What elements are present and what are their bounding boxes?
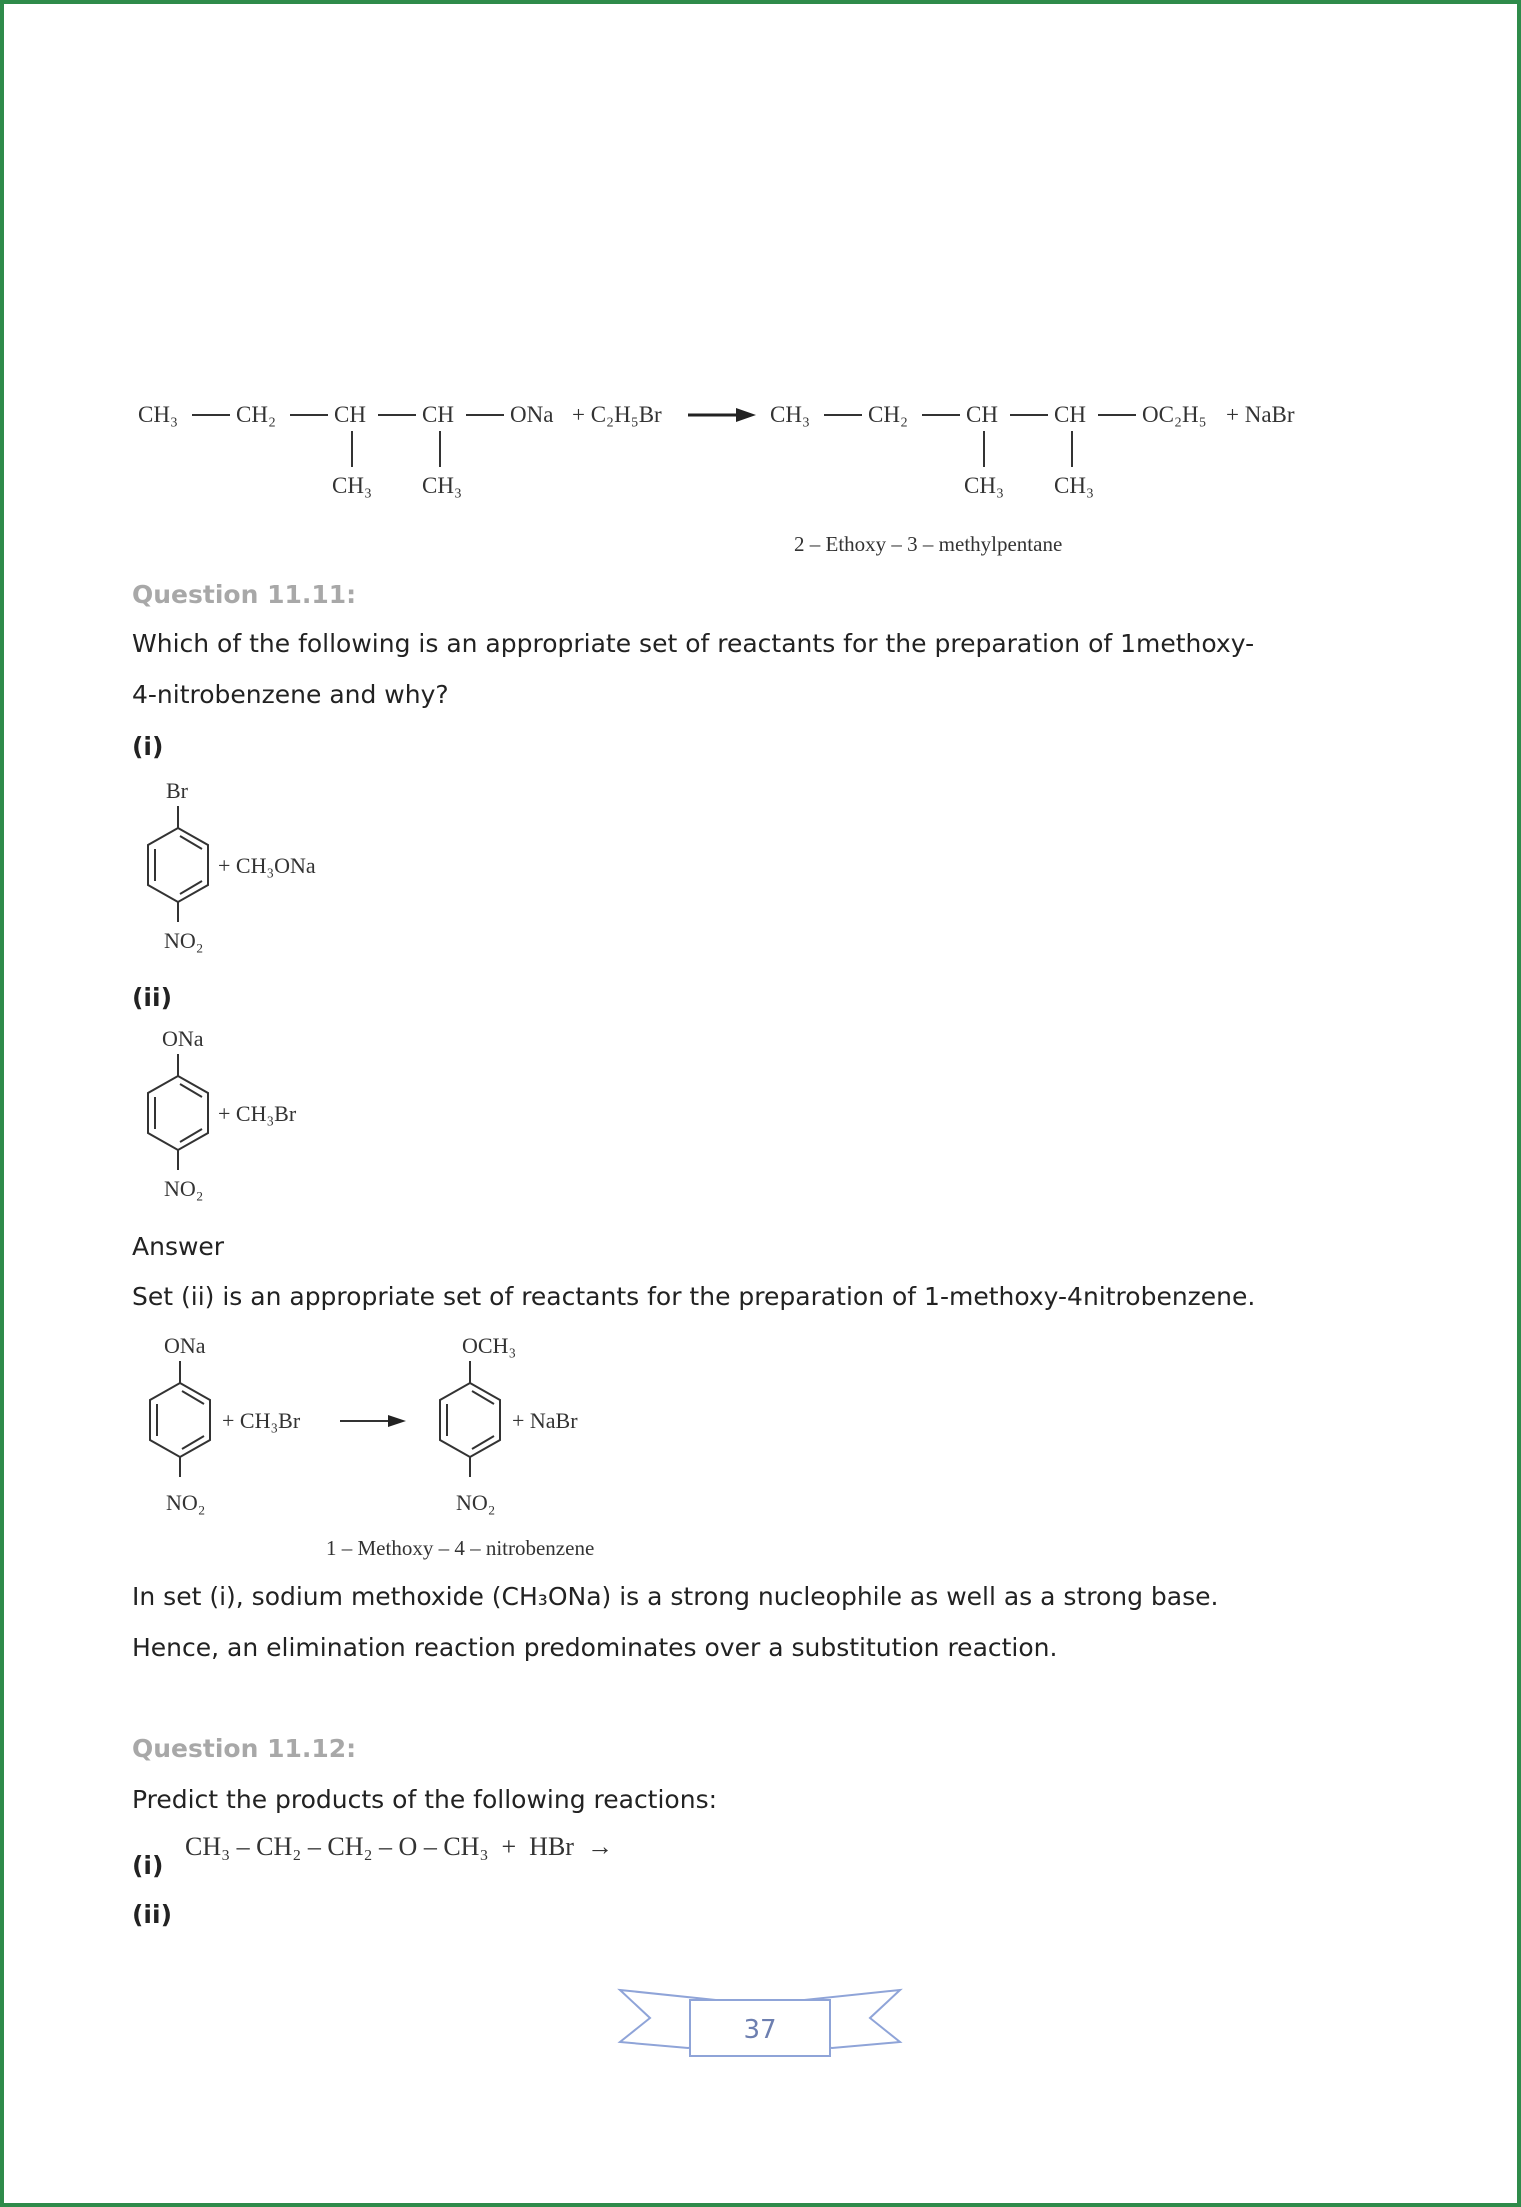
svg-text:+ CH₃ONa: + CH₃ONa	[218, 853, 316, 878]
explanation-text: In set (i), sodium methoxide (CH₃ONa) is a strong nucleophile as well as a strong base.	[132, 1582, 1219, 1611]
chem-label: CH₃	[332, 473, 372, 498]
answer-label: Answer	[132, 1232, 225, 1261]
page-number: 37	[743, 2015, 777, 2045]
chem-label: CH₃	[770, 402, 810, 427]
chem-label: CH₃	[422, 473, 462, 498]
svg-text:+ NaBr: + NaBr	[512, 1408, 578, 1433]
chem-label: ONa	[510, 402, 554, 427]
svg-text:OCH₃: OCH₃	[462, 1333, 517, 1358]
explanation-text: Hence, an elimination reaction predominates over a substitution reaction.	[132, 1633, 1058, 1662]
page-number-banner	[610, 1980, 910, 2080]
question-heading: Question 11.12:	[132, 1734, 357, 1763]
chem-label: CH	[422, 402, 454, 427]
equation: CH₃ – CH₂ – CH₂ – O – CH₃ + HBr →	[185, 1832, 613, 1861]
set1-structure	[130, 770, 370, 970]
chem-label: CH₃	[138, 402, 178, 427]
chem-label: CH₂	[236, 402, 276, 427]
chem-label: CH	[334, 402, 366, 427]
svg-text:ONa: ONa	[162, 1026, 204, 1051]
chem-label: CH	[966, 402, 998, 427]
williamson-reaction-diagram	[130, 385, 1350, 560]
chem-label: CH	[1054, 402, 1086, 427]
question-text: 4-nitrobenzene and why?	[132, 680, 449, 709]
svg-text:NO₂: NO₂	[166, 1490, 206, 1515]
reaction-arrow-icon	[340, 1415, 406, 1427]
set2-structure	[130, 1018, 370, 1218]
option-label: (i)	[132, 732, 164, 761]
svg-text:NO₂: NO₂	[164, 928, 204, 953]
chem-label: OC₂H₅	[1142, 402, 1207, 427]
option-label: (ii)	[132, 983, 172, 1012]
answer-text: Set (ii) is an appropriate set of reactants for the preparation of 1-methoxy-4nitrobenzene.	[132, 1282, 1256, 1311]
question-heading: Question 11.11:	[132, 580, 357, 609]
benzene-ring-icon	[148, 1054, 208, 1170]
benzene-ring-icon	[440, 1361, 500, 1477]
product-name: 1 – Methoxy – 4 – nitrobenzene	[326, 1536, 595, 1560]
svg-text:Br: Br	[166, 778, 188, 803]
benzene-ring-icon	[150, 1361, 210, 1477]
chem-label: CH₃	[1054, 473, 1094, 498]
svg-text:ONa: ONa	[164, 1333, 206, 1358]
question-text: Which of the following is an appropriate set of reactants for the preparation of 1methoxy-	[132, 629, 1255, 658]
chem-label: CH₃	[964, 473, 1004, 498]
product-name: 2 – Ethoxy – 3 – methylpentane	[794, 532, 1063, 556]
chem-label: + NaBr	[1226, 402, 1295, 427]
svg-text:NO₂: NO₂	[456, 1490, 496, 1515]
part-label: (i)	[132, 1851, 164, 1880]
question-text: Predict the products of the following reactions:	[132, 1785, 718, 1814]
answer-reaction-diagram	[130, 1325, 690, 1575]
svg-text:+ CH₃Br: + CH₃Br	[222, 1408, 301, 1433]
benzene-ring-icon	[148, 806, 208, 922]
chem-label: CH₂	[868, 402, 908, 427]
reaction-arrow-icon	[688, 408, 756, 422]
svg-text:NO₂: NO₂	[164, 1176, 204, 1201]
svg-text:+ CH₃Br: + CH₃Br	[218, 1101, 297, 1126]
chem-label: + C₂H₅Br	[572, 402, 662, 427]
part-label: (ii)	[132, 1900, 172, 1929]
